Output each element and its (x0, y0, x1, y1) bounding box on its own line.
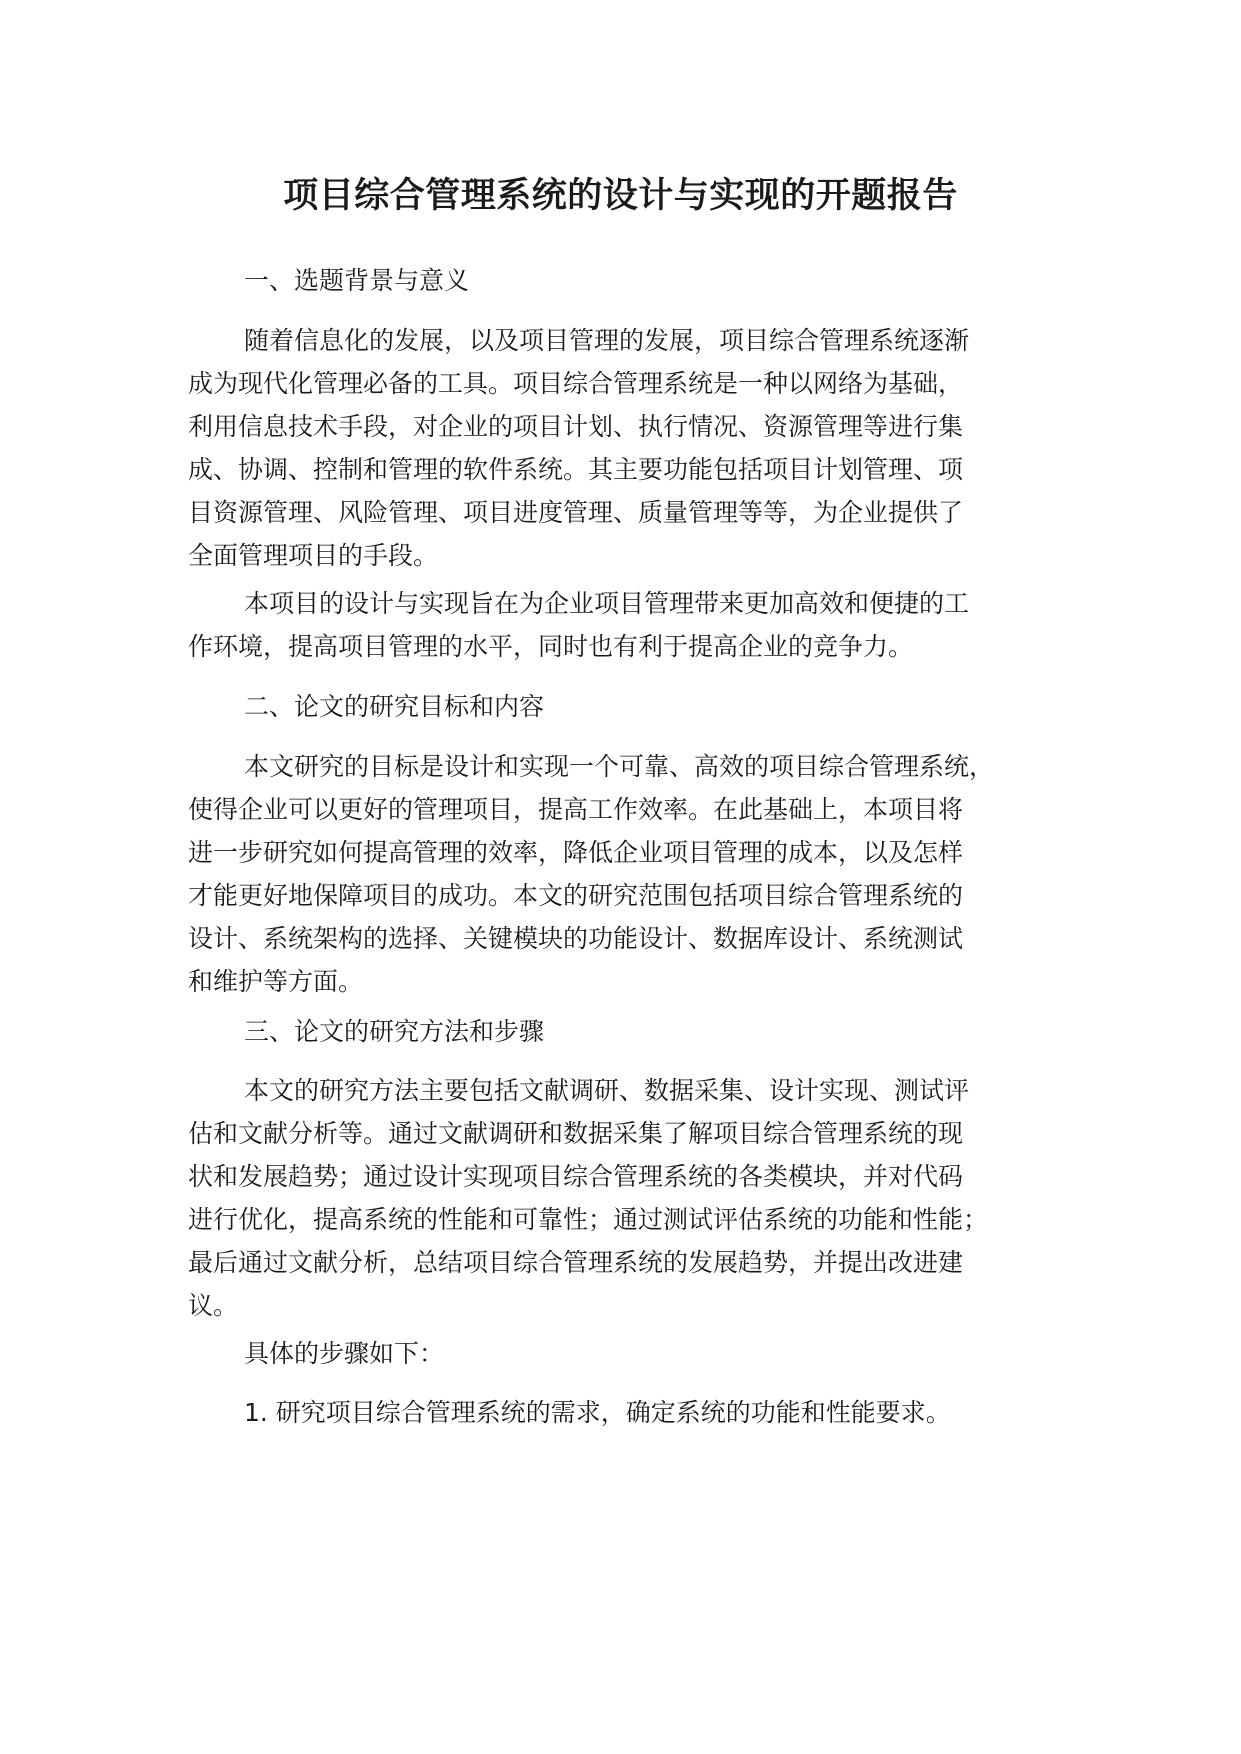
text-line: 成、协调、控制和管理的软件系统。其主要功能包括项目计划管理、项 (188, 455, 964, 484)
text-line: 估和文献分析等。通过文献调研和数据采集了解项目综合管理系统的现 (188, 1119, 964, 1148)
section-heading-methods: 三、论文的研究方法和步骤 (244, 1017, 545, 1046)
text-line: 本文的研究方法主要包括文献调研、数据采集、设计实现、测试评 (244, 1076, 970, 1105)
paragraph-objectives (188, 745, 1073, 1003)
text-line: 议。 (188, 1291, 239, 1320)
paragraph-methods (188, 1069, 1073, 1327)
section-heading-objectives: 二、论文的研究目标和内容 (244, 692, 545, 721)
paragraph-purpose (188, 582, 1073, 668)
text-line: 状和发展趋势；通过设计实现项目综合管理系统的各类模块，并对代码 (188, 1162, 964, 1191)
paragraph-steps-intro (188, 1332, 1073, 1375)
text-line: 进一步研究如何提高管理的效率，降低企业项目管理的成本，以及怎样 (188, 838, 964, 867)
text-line: 本项目的设计与实现旨在为企业项目管理带来更加高效和便捷的工 (244, 589, 970, 618)
text-line: 使得企业可以更好的管理项目，提高工作效率。在此基础上，本项目将 (188, 795, 964, 824)
text-line: 本文研究的目标是设计和实现一个可靠、高效的项目综合管理系统， (244, 752, 995, 781)
text-line: 最后通过文献分析，总结项目综合管理系统的发展趋势，并提出改进建 (188, 1248, 964, 1277)
paragraph-background (188, 319, 1073, 577)
text-line: 成为现代化管理必备的工具。项目综合管理系统是一种以网络为基础， (188, 369, 964, 398)
text-line: 利用信息技术手段，对企业的项目计划、执行情况、资源管理等进行集 (188, 412, 964, 441)
text-line: 随着信息化的发展，以及项目管理的发展，项目综合管理系统逐渐 (244, 326, 970, 355)
text-line: 作环境，提高项目管理的水平，同时也有利于提高企业的竞争力。 (188, 632, 914, 661)
text-line: 全面管理项目的手段。 (188, 541, 439, 570)
text-line: 进行优化，提高系统的性能和可靠性；通过测试评估系统的功能和性能； (188, 1205, 989, 1234)
text-line: 1. 研究项目综合管理系统的需求，确定系统的功能和性能要求。 (244, 1398, 951, 1427)
text-line: 目资源管理、风险管理、项目进度管理、质量管理等等，为企业提供了 (188, 498, 964, 527)
section-heading-background: 一、选题背景与意义 (244, 266, 470, 295)
document-title: 项目综合管理系统的设计与实现的开题报告 (283, 176, 958, 216)
text-line: 才能更好地保障项目的成功。本文的研究范围包括项目综合管理系统的 (188, 881, 964, 910)
text-line: 具体的步骤如下： (244, 1339, 445, 1368)
text-line: 设计、系统架构的选择、关键模块的功能设计、数据库设计、系统测试 (188, 924, 964, 953)
list-item-step-1 (188, 1391, 1073, 1434)
text-line: 和维护等方面。 (188, 967, 364, 996)
